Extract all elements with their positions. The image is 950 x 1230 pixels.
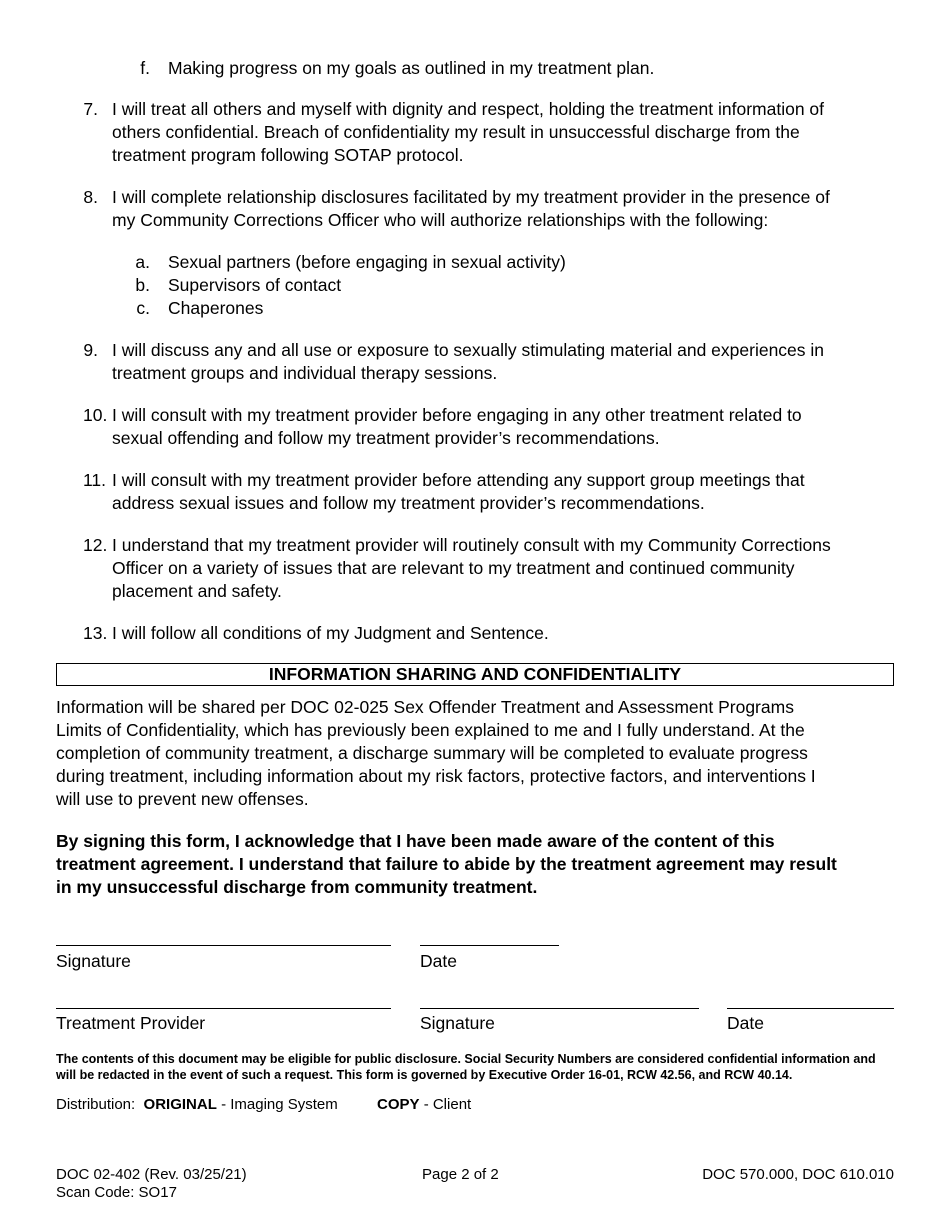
treatment-provider-line[interactable] — [56, 1008, 391, 1009]
item-10-line-1: I will consult with my treatment provider before engaging in any other treatment related to — [112, 405, 802, 425]
list-letter-f: f. — [140, 58, 150, 78]
info-paragraph-line-5: will use to prevent new offenses. — [56, 789, 309, 809]
item-9-number: 9. — [83, 340, 98, 360]
distribution-copy-label: COPY — [377, 1096, 420, 1113]
item-12-line-1: I understand that my treatment provider will routinely consult with my Community Corrections — [112, 535, 831, 555]
item-12-line-3: placement and safety. — [112, 581, 282, 601]
item-7-line-3: treatment program following SOTAP protocol. — [112, 145, 464, 165]
form-number: DOC 02-402 (Rev. 03/25/21) — [56, 1166, 247, 1183]
policy-references: DOC 570.000, DOC 610.010 — [702, 1166, 894, 1183]
distribution-original: ORIGINAL — [143, 1096, 217, 1113]
item-f-text: Making progress on my goals as outlined in my treatment plan. — [168, 58, 655, 78]
item-9-line-1: I will discuss any and all use or exposure to sexually stimulating material and experiences in — [112, 340, 825, 360]
page-number: Page 2 of 2 — [422, 1166, 499, 1183]
item-12-line-2: Officer on a variety of issues that are relevant to my treatment and continued community — [112, 558, 795, 578]
provider-signature-label: Signature — [420, 1013, 495, 1033]
item-7-line-1: I will treat all others and myself with dignity and respect, holding the treatment information of — [112, 99, 825, 119]
item-8b-text: Supervisors of contact — [168, 275, 342, 295]
acknowledgement-line-1: By signing this form, I acknowledge that I have been made aware of the content of this — [56, 831, 775, 851]
distribution-copy-dest: - Client — [423, 1096, 472, 1113]
signature-label: Signature — [56, 951, 131, 971]
item-8a-text: Sexual partners (before engaging in sexual activity) — [168, 252, 566, 272]
info-paragraph-line-2: Limits of Confidentiality, which has previously been explained to me and I fully understand. At the — [56, 720, 805, 740]
item-9-line-2: treatment groups and individual therapy sessions. — [112, 363, 498, 383]
item-12-number: 12. — [83, 535, 108, 555]
treatment-provider-label: Treatment Provider — [56, 1013, 206, 1033]
scan-code: Scan Code: SO17 — [56, 1184, 177, 1201]
provider-signature-line[interactable] — [420, 1008, 699, 1009]
distribution-label: Distribution: — [56, 1096, 136, 1113]
item-7-number: 7. — [83, 99, 98, 119]
item-10-line-2: sexual offending and follow my treatment provider’s recommendations. — [112, 428, 660, 448]
info-paragraph-line-3: completion of community treatment, a discharge summary will be completed to evaluate progress — [56, 743, 808, 763]
provider-date-line[interactable] — [727, 1008, 894, 1009]
acknowledgement-line-3: in my unsuccessful discharge from community treatment. — [56, 877, 538, 897]
info-paragraph-line-4: during treatment, including information about my risk factors, protective factors, and interventions I — [56, 766, 816, 786]
list-letter-a: a. — [135, 252, 150, 272]
item-8-number: 8. — [83, 187, 98, 207]
provider-date-label: Date — [727, 1013, 764, 1033]
info-paragraph-line-1: Information will be shared per DOC 02-025 Sex Offender Treatment and Assessment Programs — [56, 697, 794, 717]
item-10-number: 10. — [83, 405, 108, 425]
date-line[interactable] — [420, 945, 559, 946]
item-8-line-2: my Community Corrections Officer who will authorize relationships with the following: — [112, 210, 769, 230]
item-11-line-1: I will consult with my treatment provider before attending any support group meetings that — [112, 470, 805, 490]
disclosure-notice-line-1: The contents of this document may be eligible for public disclosure. Social Security Numbers are considered confidential information and — [56, 1052, 876, 1066]
item-7-line-2: others confidential. Breach of confidentiality my result in unsuccessful discharge from the — [112, 122, 800, 142]
date-label: Date — [420, 951, 457, 971]
item-13-line-1: I will follow all conditions of my Judgment and Sentence. — [112, 623, 549, 643]
distribution-copy — [377, 1096, 471, 1114]
acknowledgement-line-2: treatment agreement. I understand that failure to abide by the treatment agreement may result — [56, 854, 837, 874]
list-letter-c: c. — [136, 298, 150, 318]
section-heading: INFORMATION SHARING AND CONFIDENTIALITY — [56, 663, 894, 686]
distribution-line — [56, 1096, 338, 1114]
disclosure-notice-line-2: will be redacted in the event of such a request. This form is governed by Executive Order 16-01, RCW 42.56, and RCW 40.14. — [56, 1068, 793, 1082]
signature-line[interactable] — [56, 945, 391, 946]
list-letter-b: b. — [135, 275, 150, 295]
item-11-line-2: address sexual issues and follow my treatment provider’s recommendations. — [112, 493, 705, 513]
item-13-number: 13. — [83, 623, 108, 643]
item-11-number: 11. — [83, 470, 107, 490]
item-8c-text: Chaperones — [168, 298, 264, 318]
item-8-line-1: I will complete relationship disclosures facilitated by my treatment provider in the presence of — [112, 187, 830, 207]
distribution-original-dest: - Imaging System — [221, 1096, 338, 1113]
